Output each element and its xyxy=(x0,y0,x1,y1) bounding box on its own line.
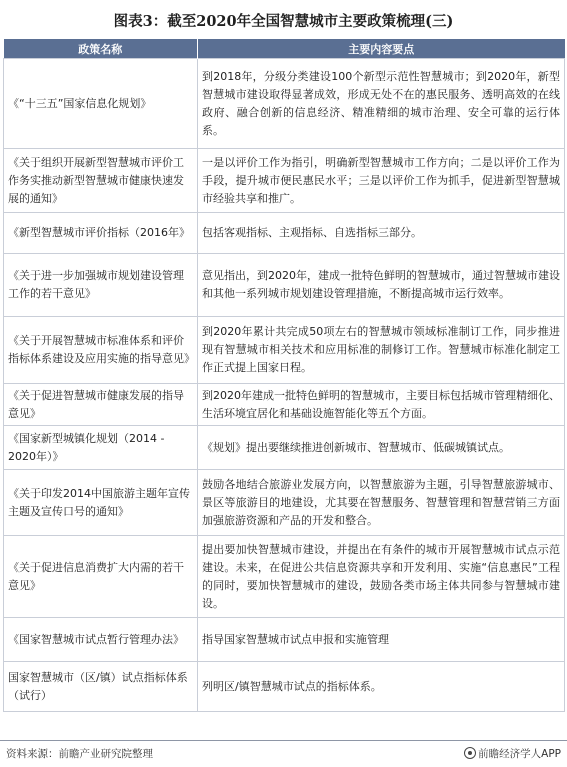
policy-name-cell: 国家智慧城市（区/镇）试点指标体系（试行） xyxy=(4,662,198,712)
table-row xyxy=(4,536,565,618)
table-row xyxy=(4,384,565,426)
policy-content-cell: 指导国家智慧城市试点申报和实施管理 xyxy=(198,618,565,662)
policy-content-cell: 意见指出，到2020年，建成一批特色鲜明的智慧城市，通过智慧城市建设和其他一系列城市规划建设管理措施，不断提高城市运行效率。 xyxy=(198,254,565,317)
policy-content-cell: 鼓励各地结合旅游业发展方向，以智慧旅游为主题，引导智慧旅游城市、景区等旅游目的地建设，尤其要在智慧服务、智慧管理和智慧营销三方面加强旅游资源和产品的开发和整合。 xyxy=(198,470,565,536)
policy-name-cell: 《关于进一步加强城市规划建设管理工作的若干意见》 xyxy=(4,254,198,317)
policy-name-cell: 《关于开展智慧城市标准体系和评价指标体系建设及应用实施的指导意见》 xyxy=(4,317,198,384)
policy-content-cell: 到2020年累计共完成50项左右的智慧城市领域标准制订工作，同步推进现有智慧城市相关技术和应用标准的制修订工作。智慧城市标准化制定工作正式提上国家日程。 xyxy=(198,317,565,384)
policy-name-cell: 《国家智慧城市试点暂行管理办法》 xyxy=(4,618,198,662)
policy-content-cell: 到2018年，分级分类建设100个新型示范性智慧城市；到2020年，新型智慧城市建设取得显著成效，形成无处不在的惠民服务、透明高效的在线政府、融合创新的信息经济、精准精细的城市治理、安全可靠的运行体系。 xyxy=(198,59,565,149)
policy-table xyxy=(3,39,565,712)
policy-content-cell: 包括客观指标、主观指标、自选指标三部分。 xyxy=(198,213,565,254)
table-row xyxy=(4,470,565,536)
source-note: 资料来源：前瞻产业研究院整理 xyxy=(6,748,153,760)
column-header-key-points: 主要内容要点 xyxy=(198,39,565,59)
table-row xyxy=(4,149,565,213)
brand-credit xyxy=(464,746,561,761)
table-row xyxy=(4,426,565,470)
policy-content-cell: 《规划》提出要继续推进创新城市、智慧城市、低碳城镇试点。 xyxy=(198,426,565,470)
policy-content-cell: 到2020年建成一批特色鲜明的智慧城市，主要目标包括城市管理精细化、生活环境宜居化和基础设施智能化等五个方面。 xyxy=(198,384,565,426)
table-row xyxy=(4,213,565,254)
table-row xyxy=(4,317,565,384)
column-header-policy-name: 政策名称 xyxy=(4,39,198,59)
policy-name-cell: 《“十三五”国家信息化规划》 xyxy=(4,59,198,149)
policy-content-cell: 提出要加快智慧城市建设，并提出在有条件的城市开展智慧城市试点示范建设。未来，在促进公共信息资源共享和开发利用、实施“信息惠民”工程的同时，要加快智慧城市的建设，鼓励各类市场主体共同参与智慧城市建设。 xyxy=(198,536,565,618)
policy-name-cell: 《国家新型城镇化规划（2014 - 2020年）》 xyxy=(4,426,198,470)
table-row xyxy=(4,618,565,662)
policy-name-cell: 《新型智慧城市评价指标（2016年》 xyxy=(4,213,198,254)
policy-content-cell: 列明区/镇智慧城市试点的指标体系。 xyxy=(198,662,565,712)
page-title: 图表3：截至2020年全国智慧城市主要政策梳理(三) xyxy=(113,13,454,30)
brand-label: 前瞻经济学人APP xyxy=(478,748,561,760)
table-header-row xyxy=(4,39,565,59)
policy-name-cell: 《关于组织开展新型智慧城市评价工作务实推动新型智慧城市健康快速发展的通知》 xyxy=(4,149,198,213)
policy-name-cell: 《关于促进智慧城市健康发展的指导意见》 xyxy=(4,384,198,426)
policy-name-cell: 《关于促进信息消费扩大内需的若干意见》 xyxy=(4,536,198,618)
table-row xyxy=(4,254,565,317)
footer xyxy=(0,740,567,767)
table-row xyxy=(4,662,565,712)
brand-logo-icon xyxy=(464,747,476,759)
table-row xyxy=(4,59,565,149)
policy-name-cell: 《关于印发2014中国旅游主题年宣传主题及宣传口号的通知》 xyxy=(4,470,198,536)
policy-content-cell: 一是以评价工作为指引，明确新型智慧城市工作方向；二是以评价工作为手段，提升城市便民惠民水平；三是以评价工作为抓手，促进新型智慧城市经验共享和推广。 xyxy=(198,149,565,213)
